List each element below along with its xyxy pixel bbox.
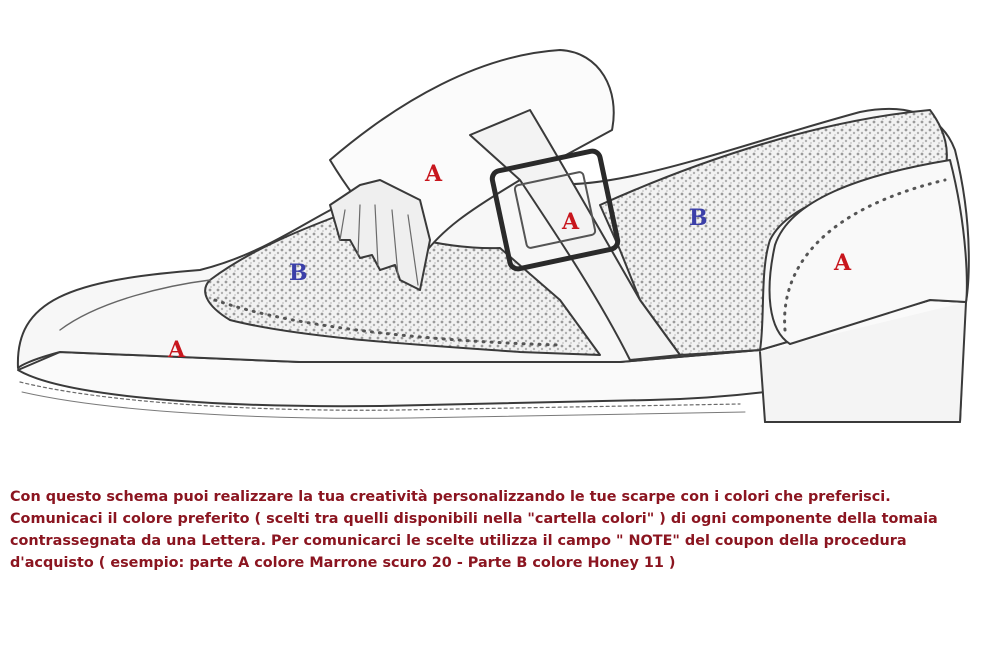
label-b-quarter: B bbox=[689, 205, 708, 231]
instructions-caption bbox=[10, 486, 985, 574]
label-a-heel: A bbox=[834, 250, 852, 276]
label-b-wingtip: B bbox=[289, 260, 308, 286]
label-a-tongue: A bbox=[425, 161, 443, 187]
label-a-strap: A bbox=[562, 209, 580, 235]
label-a-toe: A bbox=[168, 337, 186, 363]
caption-text: Con questo schema puoi realizzare la tua creatività personalizzando le tue scarpe con i colori che preferisci. Comunicaci il colore preferito ( scelti tra quelli disponibili nella "cartella colori" ) di ogni componente della tomaia contrassegnata da una Lettera. Per comunicarci le scelte utilizza il campo " NOTE" del coupon della procedura d'acquisto ( esempio: parte A colore Marrone scuro 20 - Parte B colore Honey 11 ) bbox=[10, 489, 938, 571]
